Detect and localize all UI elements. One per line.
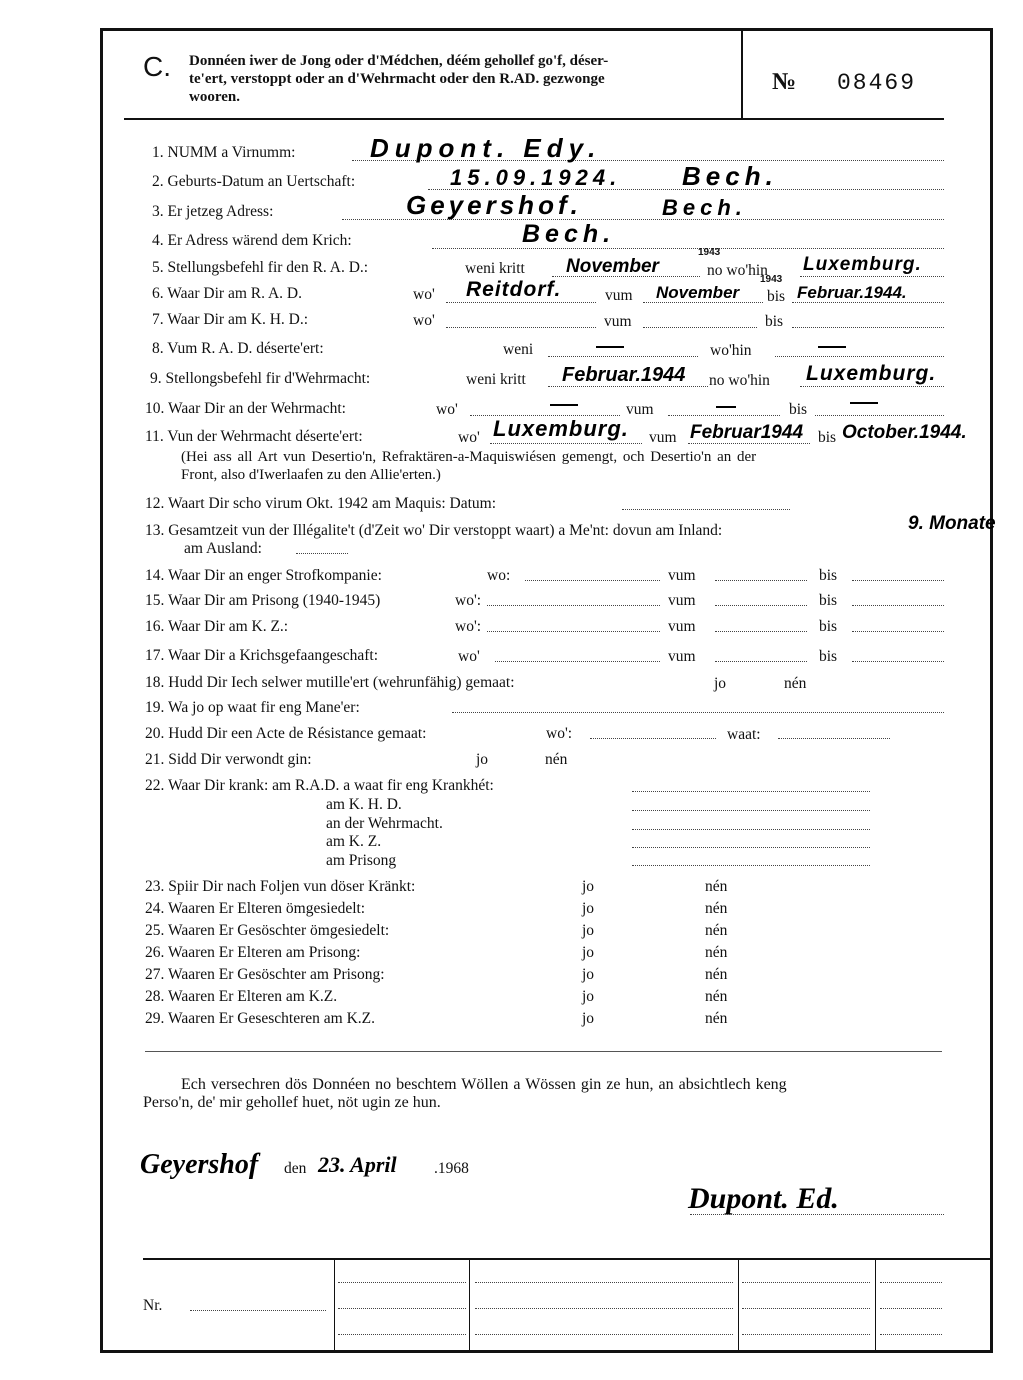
number-sign: № — [772, 69, 797, 95]
field-7-to-line[interactable] — [792, 327, 944, 328]
footer-cell-line[interactable] — [880, 1308, 942, 1309]
footer-col-2 — [469, 1260, 470, 1350]
field-1-label: 1. NUMM a Virnumm: — [152, 144, 296, 161]
field-2-value: 15.09.1924. — [450, 165, 622, 190]
field-13-ausland: am Ausland: — [184, 540, 262, 557]
field-19-label: 19. Wa jo op waat fir eng Mane'er: — [145, 699, 360, 716]
field-11-label: 11. Vun der Wehrmacht déserte'ert: — [145, 428, 363, 445]
field-21-nen[interactable]: nén — [545, 751, 568, 768]
field-17-label: 17. Waar Dir a Krichsgefaangeschaft: — [145, 647, 379, 664]
signature-den: den — [284, 1160, 307, 1177]
field-4-line[interactable] — [432, 248, 944, 249]
field-6-label: 6. Waar Dir am R. A. D. — [152, 285, 302, 302]
field-28-label: 28. Waaren Er Elteren am K.Z. — [145, 988, 338, 1005]
field-3-place: Bech. — [662, 195, 747, 220]
footer-cell-line[interactable] — [742, 1308, 870, 1309]
field-22-sub-1-line[interactable] — [632, 810, 870, 811]
field-18-nen[interactable]: nén — [784, 675, 807, 692]
field-20-place-line[interactable] — [590, 738, 716, 739]
field-17-from-line[interactable] — [715, 661, 807, 662]
field-8-dash-2 — [818, 346, 846, 348]
field-28-jo[interactable]: jo — [582, 988, 595, 1005]
field-17-place-line[interactable] — [495, 661, 660, 662]
field-6-bis: bis — [767, 288, 786, 305]
field-28-nen[interactable]: nén — [705, 988, 728, 1005]
field-2-place: Bech. — [682, 161, 778, 191]
field-26-label: 26. Waaren Er Elteren am Prisong: — [145, 944, 361, 961]
field-15-vum: vum — [668, 592, 696, 609]
footer-cell-line[interactable] — [338, 1282, 466, 1283]
field-17-wo: wo' — [458, 648, 480, 665]
field-7-label: 7. Waar Dir am K. H. D.: — [152, 311, 309, 328]
field-5-no: no wo'hin — [707, 262, 768, 279]
field-7-vum: vum — [604, 313, 632, 330]
field-11-note-2: Front, also d'Iwerlaafen zu den Allie'erten.) — [181, 467, 441, 483]
field-7-from-line[interactable] — [643, 327, 757, 328]
field-21-jo[interactable]: jo — [476, 751, 489, 768]
field-22-line[interactable] — [632, 791, 870, 792]
field-16-place-line[interactable] — [487, 631, 660, 632]
field-4-value: Bech. — [522, 220, 616, 248]
field-10-wo: wo' — [436, 401, 458, 418]
field-21-label: 21. Sidd Dir verwondt gin: — [145, 751, 312, 768]
frame-bottom — [100, 1350, 992, 1353]
field-6-value: Reitdorf. — [466, 278, 562, 301]
header-title-1: Donnéen iwer de Jong oder d'Médchen, déém gehollef go'f, déser- — [189, 53, 609, 69]
field-6-vum: vum — [605, 287, 633, 304]
field-7-bis: bis — [765, 313, 784, 330]
field-14-to-line[interactable] — [852, 580, 944, 581]
field-11-place: Luxemburg. — [493, 416, 629, 441]
field-24-label: 24. Waaren Er Elteren ömgesiedelt: — [145, 900, 366, 917]
field-15-bis: bis — [819, 592, 838, 609]
field-10-dash-3 — [850, 402, 878, 404]
signature-name: Dupont. Ed. — [688, 1182, 839, 1215]
field-3-label: 3. Er jetzeg Adress: — [152, 203, 274, 220]
field-17-bis: bis — [819, 648, 838, 665]
field-23-label: 23. Spiir Dir nach Foljen vun döser Kränkt: — [145, 878, 416, 895]
field-18-jo[interactable]: jo — [714, 675, 727, 692]
field-11-vum: vum — [649, 429, 677, 446]
header-title-3: wooren. — [189, 89, 240, 105]
field-20-label: 20. Hudd Dir een Acte de Résistance gemaat: — [145, 725, 427, 742]
field-23-nen[interactable]: nén — [705, 878, 728, 895]
footer-cell-line[interactable] — [475, 1282, 733, 1283]
field-6-place-line[interactable] — [446, 302, 596, 303]
footer-col-1 — [334, 1260, 335, 1350]
section-letter: C. — [143, 51, 171, 82]
field-10-dash-2 — [716, 406, 736, 408]
signature-line[interactable] — [690, 1214, 944, 1215]
form-number: 08469 — [837, 70, 917, 96]
field-5-label: 5. Stellungsbefehl fir den R. A. D.: — [152, 259, 369, 276]
frame-top — [100, 28, 992, 31]
field-11-bis: bis — [818, 429, 837, 446]
field-20-waat-line[interactable] — [778, 738, 890, 739]
field-16-to-line[interactable] — [852, 631, 944, 632]
header-divider-vertical — [741, 30, 743, 118]
field-12-label: 12. Waart Dir scho virum Okt. 1942 am Maquis: Datum: — [145, 495, 497, 512]
field-10-vum: vum — [626, 401, 654, 418]
field-10-from-line[interactable] — [668, 415, 780, 416]
field-22-sub-2: an der Wehrmacht. — [326, 815, 443, 832]
declaration-line-2: Perso'n, de' mir gehollef huet, nöt ugin ze hun. — [143, 1094, 441, 1111]
field-25-nen[interactable]: nén — [705, 922, 728, 939]
field-3-value: Geyershof. — [406, 190, 582, 220]
field-7-place-line[interactable] — [446, 327, 596, 328]
field-17-vum: vum — [668, 648, 696, 665]
field-22-sub-2-line[interactable] — [632, 829, 870, 830]
field-11-place-line[interactable] — [490, 443, 642, 444]
field-10-dash — [550, 404, 578, 406]
footer-nr-line[interactable] — [190, 1310, 326, 1311]
field-9-place: Luxemburg. — [806, 362, 937, 385]
field-9-label: 9. Stellongsbefehl fir d'Wehrmacht: — [150, 370, 371, 387]
field-22-sub-3-line[interactable] — [632, 847, 870, 848]
field-5-weni: weni kritt — [465, 260, 525, 277]
field-9-no: no wo'hin — [709, 372, 770, 389]
field-8-date-line[interactable] — [548, 356, 698, 357]
field-15-label: 15. Waar Dir am Prisong (1940-1945) — [145, 592, 381, 609]
divider-before-declaration — [145, 1051, 942, 1052]
field-20-waat: waat: — [727, 726, 761, 743]
field-16-vum: vum — [668, 618, 696, 635]
footer-cell-line[interactable] — [742, 1334, 870, 1335]
frame-right — [990, 28, 993, 1353]
field-14-label: 14. Waar Dir an enger Strofkompanie: — [145, 567, 382, 584]
field-14-from-line[interactable] — [715, 580, 807, 581]
field-25-jo[interactable]: jo — [582, 922, 595, 939]
field-26-jo[interactable]: jo — [582, 944, 595, 961]
field-14-wo: wo: — [487, 567, 511, 584]
field-14-bis: bis — [819, 567, 838, 584]
footer-cell-line[interactable] — [742, 1282, 870, 1283]
field-25-label: 25. Waaren Er Gesöschter ömgesiedelt: — [145, 922, 390, 939]
field-22-sub-4-line[interactable] — [632, 865, 870, 866]
field-8-place-line[interactable] — [775, 356, 944, 357]
field-2-label: 2. Geburts-Datum an Uertschaft: — [152, 173, 356, 190]
field-14-vum: vum — [668, 567, 696, 584]
field-29-label: 29. Waaren Er Geseschteren am K.Z. — [145, 1010, 376, 1027]
field-4-label: 4. Er Adress wärend dem Krich: — [152, 232, 352, 249]
footer-cell-line[interactable] — [338, 1308, 466, 1309]
field-27-nen[interactable]: nén — [705, 966, 728, 983]
field-24-jo[interactable]: jo — [582, 900, 595, 917]
signature-year: .1968 — [434, 1160, 469, 1177]
field-5-place: Luxemburg. — [803, 254, 922, 275]
footer-nr-label: Nr. — [143, 1297, 163, 1314]
field-6-to: Februar.1944. — [797, 283, 907, 302]
field-8-wohin: wo'hin — [710, 342, 752, 359]
field-11-note-1: (Hei ass all Art vun Desertio'n, Refraktären-a-Maquiswiésen gemengt, och Desertio'n an der — [181, 449, 757, 465]
field-13-label: 13. Gesamtzeit vun der Illégalite't (d'Zeit wo' Dir verstoppt waart) a Me'nt: dovun am Inland: — [145, 522, 723, 539]
field-22-sub-1: am K. H. D. — [326, 796, 402, 813]
field-11-wo: wo' — [458, 429, 480, 446]
field-23-jo[interactable]: jo — [582, 878, 595, 895]
footer-cell-line[interactable] — [475, 1334, 733, 1335]
field-6-from-year: 1943 — [760, 274, 783, 285]
field-15-wo: wo': — [455, 592, 482, 609]
field-9-value: Februar.1944 — [562, 364, 686, 386]
field-16-wo: wo': — [455, 618, 482, 635]
field-20-wo: wo': — [546, 725, 573, 742]
footer-cell-line[interactable] — [475, 1308, 733, 1309]
field-10-to-line[interactable] — [815, 415, 944, 416]
declaration-line-1: Ech versechren dös Donnéen no beschtem Wöllen a Wössen gin ze hun, an absichtlech keng — [181, 1076, 787, 1093]
field-10-bis: bis — [789, 401, 808, 418]
field-24-nen[interactable]: nén — [705, 900, 728, 917]
field-9-weni: weni kritt — [466, 371, 526, 388]
footer-col-3 — [738, 1260, 739, 1350]
field-5-value: November — [566, 256, 659, 277]
footer-col-4 — [875, 1260, 876, 1350]
field-14-place-line[interactable] — [525, 580, 660, 581]
field-9-place-line[interactable] — [800, 386, 944, 387]
field-15-place-line[interactable] — [487, 605, 660, 606]
signature-date: 23. April — [318, 1152, 397, 1177]
field-8-label: 8. Vum R. A. D. déserte'ert: — [152, 340, 324, 357]
footer-cell-line[interactable] — [880, 1334, 942, 1335]
field-6-wo: wo' — [413, 286, 435, 303]
field-22-sub-4: am Prisong — [326, 852, 397, 869]
signature-place: Geyershof — [140, 1149, 259, 1180]
field-19-line[interactable] — [452, 712, 944, 713]
field-6-from: November — [656, 283, 740, 302]
footer-rule-top — [143, 1258, 991, 1260]
header-title-2: te'ert, verstoppt oder an d'Wehrmacht oder den R.AD. gezwonge — [189, 71, 605, 87]
field-12-line[interactable] — [622, 509, 790, 510]
field-27-jo[interactable]: jo — [582, 966, 595, 983]
field-10-label: 10. Waar Dir an der Wehrmacht: — [145, 400, 346, 417]
footer-cell-line[interactable] — [880, 1282, 942, 1283]
field-15-from-line[interactable] — [715, 605, 807, 606]
field-16-from-line[interactable] — [715, 631, 807, 632]
field-8-weni: weni — [503, 341, 534, 358]
field-27-label: 27. Waaren Er Gesöschter am Prisong: — [145, 966, 385, 983]
field-13-ausland-line[interactable] — [296, 553, 348, 554]
field-18-label: 18. Hudd Dir Iech selwer mutille'ert (wehrunfähig) gemaat: — [145, 674, 515, 691]
frame-left — [100, 28, 103, 1353]
field-16-bis: bis — [819, 618, 838, 635]
field-22-label: 22. Waar Dir krank: am R.A.D. a waat fir eng Krankhét: — [145, 777, 494, 794]
field-11-to: October.1944. — [842, 422, 967, 443]
field-7-wo: wo' — [413, 312, 435, 329]
field-8-dash — [596, 346, 624, 348]
field-26-nen[interactable]: nén — [705, 944, 728, 961]
field-1-value: Dupont. Edy. — [370, 133, 602, 163]
field-15-to-line[interactable] — [852, 605, 944, 606]
field-29-jo[interactable]: jo — [582, 1010, 595, 1027]
header-divider — [124, 118, 944, 120]
field-29-nen[interactable]: nén — [705, 1010, 728, 1027]
field-22-sub-3: am K. Z. — [326, 833, 382, 850]
field-13-value: 9. Monate — [908, 513, 996, 534]
field-16-label: 16. Waar Dir am K. Z.: — [145, 618, 289, 635]
field-17-to-line[interactable] — [852, 661, 944, 662]
field-11-from: Februar1944 — [690, 422, 804, 443]
footer-cell-line[interactable] — [338, 1334, 466, 1335]
field-5-year: 1943 — [698, 247, 721, 258]
